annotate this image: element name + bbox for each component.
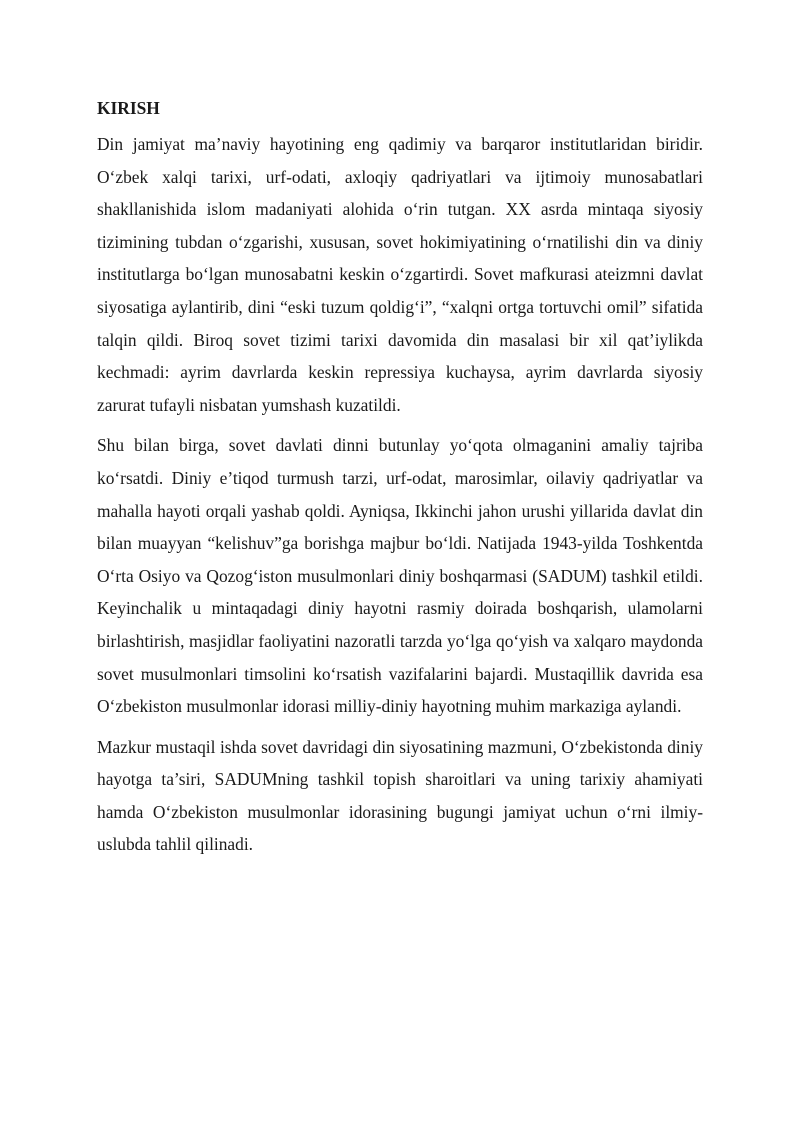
- section-heading: KIRISH: [97, 98, 160, 118]
- paragraph-2: Shu bilan birga, sovet davlati dinni butunlay yo‘qota olmaganini amaliy tajriba ko‘rsatdi. Diniy e’tiqod turmush tarzi, urf-odat, marosimlar, oilaviy qadriyatlar va mahalla hayoti orqali yashab qoldi. Ayniqsa, Ikkinchi jahon urushi yillarida davlat din bilan muayyan “kelishuv”ga borishga majbur bo‘ldi. Natijada 1943-yilda Toshkentda O‘rta Osiyo va Qozog‘iston musulmonlari diniy boshqarmasi (SADUM) tashkil etildi. Keyinchalik u mintaqadagi diniy hayotni rasmiy doirada boshqarish, ulamolarni birlashtirish, masjidlar faoliyatini nazoratli tarzda yo‘lga qo‘yish va xalqaro maydonda sovet musulmonlari timsolini ko‘rsatish vazifalarini bajardi. Mustaqillik davrida esa O‘zbekiston musulmonlar idorasi milliy-diniy hayotning muhim markaziga aylandi.: [97, 435, 703, 717]
- paragraph-3: Mazkur mustaqil ishda sovet davridagi din siyosatining mazmuni, O‘zbekistonda diniy hayotga ta’siri, SADUMning tashkil topish sharoitlari va uning tarixiy ahamiyati hamda O‘zbekiston musulmonlar idorasining bugungi jamiyat uchun o‘rni ilmiy-uslubda tahlil qilinadi.: [97, 736, 703, 855]
- document-body: [97, 95, 703, 869]
- paragraph-1: Din jamiyat ma’naviy hayotining eng qadimiy va barqaror institutlaridan biridir. O‘zbek xalqi tarixi, urf-odati, axloqiy qadriyatlari va ijtimoiy munosabatlari shakllanishida islom madaniyati alohida o‘rin tutgan. XX asrda mintaqa siyosiy tizimining tubdan o‘zgarishi, xususan, sovet hokimiyatining o‘rnatilishi din va diniy institutlarga bo‘lgan munosabatni keskin o‘zgartirdi. Sovet mafkurasi ateizmni davlat siyosatiga aylantirib, dini “eski tuzum qoldig‘i”, “xalqni ortga tortuvchi omil” sifatida talqin qildi. Biroq sovet tizimi tarixi davomida din masalasi bir xil qat’iylikda kechmadi: ayrim davrlarda keskin repressiya kuchaysa, ayrim davrlarda siyosiy zarurat tufayli nisbatan yumshash kuzatildi.: [97, 134, 703, 415]
